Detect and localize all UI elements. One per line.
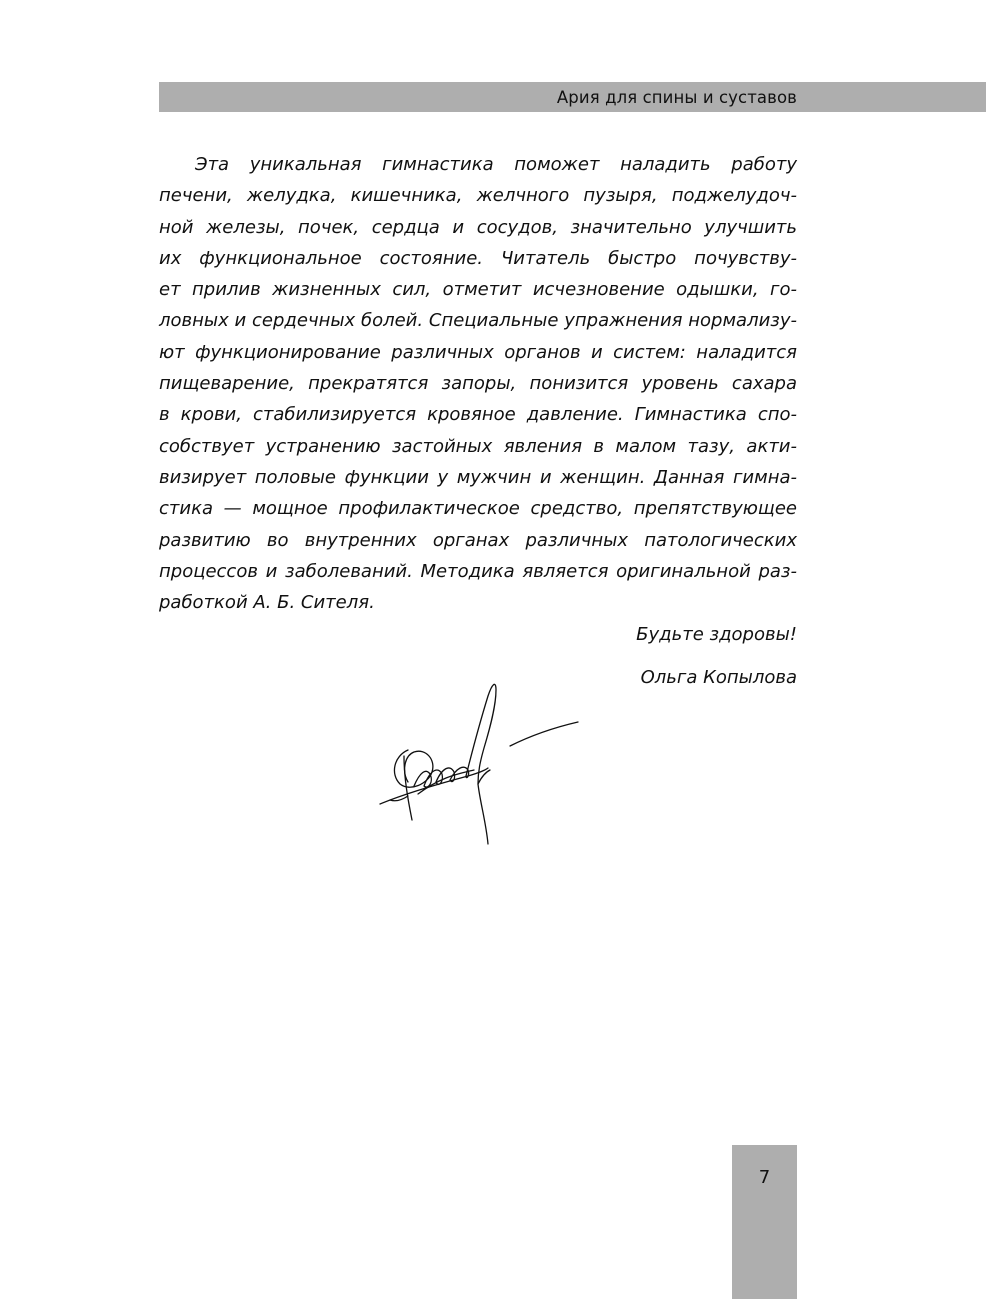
paragraph-line: собствует устранению застойных явления в малом тазу, акти- [159,435,797,457]
paragraph-line: печени, желудка, кишечника, желчного пузыря, поджелудоч- [159,185,797,207]
paragraph-line: Эта уникальная гимнастика поможет наладить работу [195,154,797,175]
running-header-title: Ария для спины и суставов [556,88,797,107]
page-number: 7 [758,1167,771,1188]
closing-author: Ольга Копылова [640,667,797,688]
paragraph-line: их функциональное состояние. Читатель быстро почувству- [159,247,797,269]
paragraph-line: визирует половые функции у мужчин и женщин. Данная гимна- [159,466,797,488]
page-number-tab [732,1145,797,1299]
paragraph-line: пищеварение, прекратятся запоры, понизится уровень сахара [159,373,797,395]
paragraph-line: в крови, стабилизируется кровяное давление. Гимнастика спо- [159,404,797,426]
paragraph-line: развитию во внутренних органах различных патологических [159,529,797,551]
paragraph-line: стика — мощное профилактическое средство, препятствующее [159,498,797,520]
body-paragraph [159,149,797,618]
closing-greeting: Будьте здоровы! [636,624,797,645]
handwritten-signature-icon [374,672,586,852]
running-header [159,82,986,112]
paragraph-line: ет прилив жизненных сил, отметит исчезновение одышки, го- [159,279,797,301]
paragraph-line: ют функционирование различных органов и систем: наладится [159,341,797,363]
paragraph-line: процессов и заболеваний. Методика является оригинальной раз- [159,560,797,582]
paragraph-line: ловных и сердечных болей. Специальные упражнения нормализу- [159,310,797,332]
paragraph-line: ной железы, почек, сердца и сосудов, значительно улучшить [159,216,797,238]
paragraph-line: работкой А. Б. Сителя. [159,592,375,614]
